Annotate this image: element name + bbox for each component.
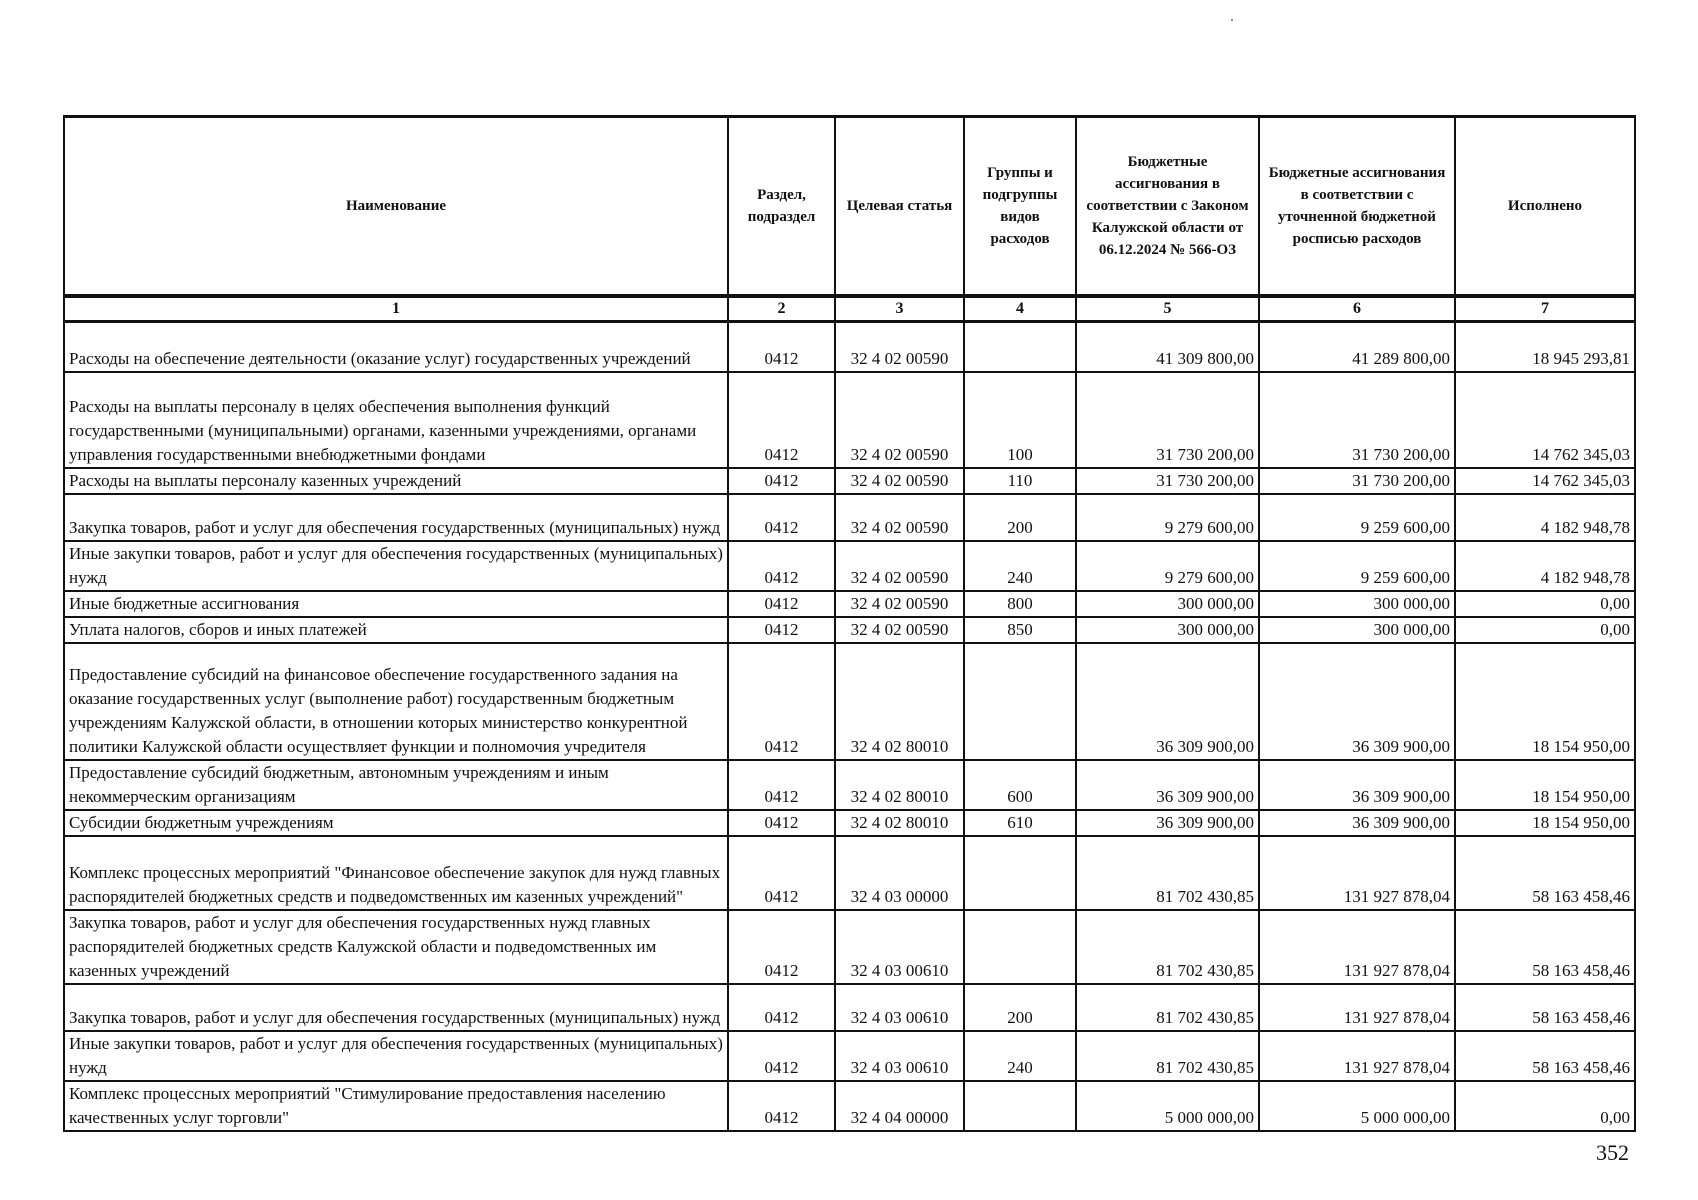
header-name: Наименование xyxy=(64,117,728,297)
row-law-allocation: 81 702 430,85 xyxy=(1076,836,1259,910)
row-section: 0412 xyxy=(728,1081,835,1131)
row-executed: 18 154 950,00 xyxy=(1455,760,1635,810)
column-number: 3 xyxy=(835,296,964,322)
row-executed: 18 154 950,00 xyxy=(1455,643,1635,760)
row-refined-allocation: 300 000,00 xyxy=(1259,591,1455,617)
row-executed: 58 163 458,46 xyxy=(1455,910,1635,984)
header-refined-allocations: Бюджетные ассигнования в соответствии с уточненной бюджетной росписью расходов xyxy=(1259,117,1455,297)
budget-table xyxy=(63,115,1636,1132)
row-name: Предоставление субсидий бюджетным, автономным учреждениям и иным некоммерческим организациям xyxy=(64,760,728,810)
row-law-allocation: 36 309 900,00 xyxy=(1076,810,1259,836)
table-row xyxy=(64,910,1635,984)
row-section: 0412 xyxy=(728,468,835,494)
table-row xyxy=(64,494,1635,541)
row-name: Иные закупки товаров, работ и услуг для обеспечения государственных (муниципальных) нужд xyxy=(64,541,728,591)
table-row xyxy=(64,591,1635,617)
row-refined-allocation: 36 309 900,00 xyxy=(1259,643,1455,760)
row-group: 800 xyxy=(964,591,1076,617)
page-number: 352 xyxy=(1596,1140,1629,1165)
header-law-allocations: Бюджетные ассигнования в соответствии с Законом Калужской области от 06.12.2024 № 566-ОЗ xyxy=(1076,117,1259,297)
row-target: 32 4 02 80010 xyxy=(835,760,964,810)
row-refined-allocation: 36 309 900,00 xyxy=(1259,810,1455,836)
row-name: Комплекс процессных мероприятий "Стимулирование предоставления населению качественных услуг торговли" xyxy=(64,1081,728,1131)
row-refined-allocation: 36 309 900,00 xyxy=(1259,760,1455,810)
row-group: 600 xyxy=(964,760,1076,810)
table-row xyxy=(64,372,1635,468)
row-target: 32 4 02 00590 xyxy=(835,494,964,541)
row-executed: 58 163 458,46 xyxy=(1455,836,1635,910)
row-refined-allocation: 300 000,00 xyxy=(1259,617,1455,643)
row-name: Закупка товаров, работ и услуг для обеспечения государственных (муниципальных) нужд xyxy=(64,984,728,1031)
header-groups: Группы и подгруппы видов расходов xyxy=(964,117,1076,297)
row-group xyxy=(964,643,1076,760)
table-row xyxy=(64,984,1635,1031)
row-target: 32 4 02 00590 xyxy=(835,541,964,591)
budget-table-wrapper xyxy=(63,115,1634,1132)
header-section: Раздел, подраздел xyxy=(728,117,835,297)
row-refined-allocation: 131 927 878,04 xyxy=(1259,1031,1455,1081)
table-row xyxy=(64,468,1635,494)
row-law-allocation: 5 000 000,00 xyxy=(1076,1081,1259,1131)
row-executed: 58 163 458,46 xyxy=(1455,1031,1635,1081)
row-refined-allocation: 31 730 200,00 xyxy=(1259,372,1455,468)
column-number: 1 xyxy=(64,296,728,322)
table-row xyxy=(64,643,1635,760)
row-section: 0412 xyxy=(728,643,835,760)
row-group: 850 xyxy=(964,617,1076,643)
row-law-allocation: 31 730 200,00 xyxy=(1076,372,1259,468)
row-section: 0412 xyxy=(728,322,835,372)
column-number: 2 xyxy=(728,296,835,322)
row-target: 32 4 02 00590 xyxy=(835,617,964,643)
table-row xyxy=(64,836,1635,910)
row-law-allocation: 81 702 430,85 xyxy=(1076,1031,1259,1081)
row-target: 32 4 02 00590 xyxy=(835,322,964,372)
row-executed: 14 762 345,03 xyxy=(1455,372,1635,468)
row-name: Расходы на выплаты персоналу казенных учреждений xyxy=(64,468,728,494)
row-section: 0412 xyxy=(728,617,835,643)
row-refined-allocation: 9 259 600,00 xyxy=(1259,494,1455,541)
row-section: 0412 xyxy=(728,372,835,468)
row-group: 240 xyxy=(964,541,1076,591)
row-group: 240 xyxy=(964,1031,1076,1081)
row-group: 200 xyxy=(964,984,1076,1031)
row-executed: 18 154 950,00 xyxy=(1455,810,1635,836)
row-law-allocation: 36 309 900,00 xyxy=(1076,643,1259,760)
table-row xyxy=(64,541,1635,591)
row-target: 32 4 02 80010 xyxy=(835,810,964,836)
row-refined-allocation: 131 927 878,04 xyxy=(1259,984,1455,1031)
row-target: 32 4 03 00610 xyxy=(835,984,964,1031)
row-section: 0412 xyxy=(728,810,835,836)
row-executed: 4 182 948,78 xyxy=(1455,494,1635,541)
row-section: 0412 xyxy=(728,984,835,1031)
row-law-allocation: 9 279 600,00 xyxy=(1076,541,1259,591)
row-law-allocation: 41 309 800,00 xyxy=(1076,322,1259,372)
column-number-row xyxy=(64,296,1635,322)
row-target: 32 4 02 00590 xyxy=(835,372,964,468)
header-row xyxy=(64,117,1635,297)
table-row xyxy=(64,617,1635,643)
row-name: Комплекс процессных мероприятий "Финансовое обеспечение закупок для нужд главных распорядителей бюджетных средств и подведомственных им казенных учреждений" xyxy=(64,836,728,910)
row-target: 32 4 03 00610 xyxy=(835,1031,964,1081)
row-name: Закупка товаров, работ и услуг для обеспечения государственных нужд главных распорядителей бюджетных средств Калужской области и подведомственных им казенных учреждений xyxy=(64,910,728,984)
row-group xyxy=(964,910,1076,984)
row-name: Расходы на обеспечение деятельности (оказание услуг) государственных учреждений xyxy=(64,322,728,372)
table-row xyxy=(64,322,1635,372)
row-group xyxy=(964,836,1076,910)
row-target: 32 4 04 00000 xyxy=(835,1081,964,1131)
row-group xyxy=(964,1081,1076,1131)
table-body xyxy=(64,322,1635,1131)
row-law-allocation: 36 309 900,00 xyxy=(1076,760,1259,810)
column-number: 4 xyxy=(964,296,1076,322)
table-row xyxy=(64,810,1635,836)
row-law-allocation: 300 000,00 xyxy=(1076,617,1259,643)
row-executed: 18 945 293,81 xyxy=(1455,322,1635,372)
row-executed: 0,00 xyxy=(1455,591,1635,617)
row-section: 0412 xyxy=(728,760,835,810)
column-number: 6 xyxy=(1259,296,1455,322)
row-law-allocation: 300 000,00 xyxy=(1076,591,1259,617)
row-section: 0412 xyxy=(728,541,835,591)
row-name: Субсидии бюджетным учреждениям xyxy=(64,810,728,836)
row-executed: 14 762 345,03 xyxy=(1455,468,1635,494)
row-executed: 58 163 458,46 xyxy=(1455,984,1635,1031)
table-row xyxy=(64,1081,1635,1131)
row-group: 100 xyxy=(964,372,1076,468)
row-group: 110 xyxy=(964,468,1076,494)
row-group xyxy=(964,322,1076,372)
row-law-allocation: 9 279 600,00 xyxy=(1076,494,1259,541)
row-refined-allocation: 131 927 878,04 xyxy=(1259,910,1455,984)
row-refined-allocation: 41 289 800,00 xyxy=(1259,322,1455,372)
row-executed: 0,00 xyxy=(1455,617,1635,643)
row-refined-allocation: 9 259 600,00 xyxy=(1259,541,1455,591)
row-executed: 4 182 948,78 xyxy=(1455,541,1635,591)
column-number: 7 xyxy=(1455,296,1635,322)
scan-speck xyxy=(1231,19,1233,21)
row-section: 0412 xyxy=(728,836,835,910)
row-target: 32 4 03 00000 xyxy=(835,836,964,910)
row-section: 0412 xyxy=(728,494,835,541)
row-group: 200 xyxy=(964,494,1076,541)
row-target: 32 4 03 00610 xyxy=(835,910,964,984)
row-section: 0412 xyxy=(728,1031,835,1081)
row-target: 32 4 02 00590 xyxy=(835,591,964,617)
row-refined-allocation: 131 927 878,04 xyxy=(1259,836,1455,910)
row-name: Иные бюджетные ассигнования xyxy=(64,591,728,617)
header-target: Целевая статья xyxy=(835,117,964,297)
column-number: 5 xyxy=(1076,296,1259,322)
row-law-allocation: 81 702 430,85 xyxy=(1076,984,1259,1031)
row-section: 0412 xyxy=(728,591,835,617)
row-name: Иные закупки товаров, работ и услуг для обеспечения государственных (муниципальных) нужд xyxy=(64,1031,728,1081)
row-name: Расходы на выплаты персоналу в целях обеспечения выполнения функций государственными (муниципальными) органами, казенными учреждениями, органами управления государственными внебюджетными фондами xyxy=(64,372,728,468)
row-section: 0412 xyxy=(728,910,835,984)
row-refined-allocation: 31 730 200,00 xyxy=(1259,468,1455,494)
row-name: Уплата налогов, сборов и иных платежей xyxy=(64,617,728,643)
row-law-allocation: 81 702 430,85 xyxy=(1076,910,1259,984)
row-name: Предоставление субсидий на финансовое обеспечение государственного задания на оказание государственных услуг (выполнение работ) государственным бюджетным учреждениям Калужской области, в отношении которых министерство конкурентной политики Калужской области осуществляет функции и полномочия учредителя xyxy=(64,643,728,760)
row-executed: 0,00 xyxy=(1455,1081,1635,1131)
row-target: 32 4 02 80010 xyxy=(835,643,964,760)
row-law-allocation: 31 730 200,00 xyxy=(1076,468,1259,494)
row-target: 32 4 02 00590 xyxy=(835,468,964,494)
row-refined-allocation: 5 000 000,00 xyxy=(1259,1081,1455,1131)
table-row xyxy=(64,760,1635,810)
row-name: Закупка товаров, работ и услуг для обеспечения государственных (муниципальных) нужд xyxy=(64,494,728,541)
row-group: 610 xyxy=(964,810,1076,836)
table-row xyxy=(64,1031,1635,1081)
header-executed: Исполнено xyxy=(1455,117,1635,297)
